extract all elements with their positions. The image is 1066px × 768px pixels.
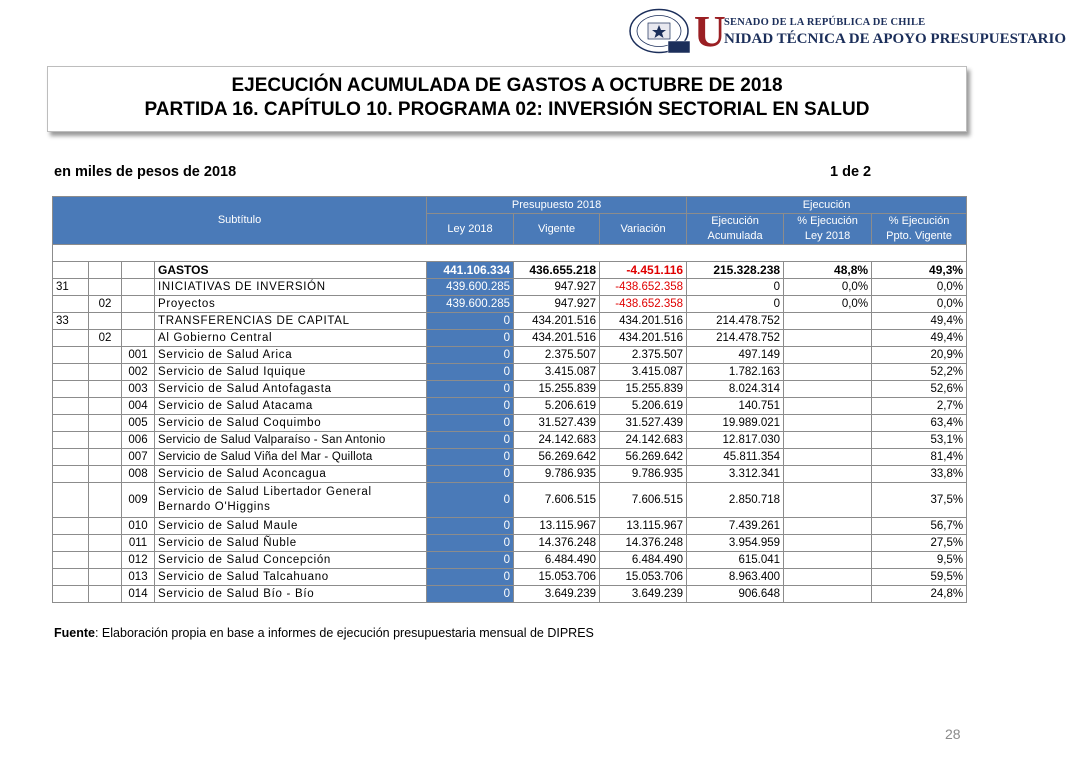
table-row [53,518,967,535]
cell-asignacion: 008 [122,466,155,483]
cell-denominacion: Servicio de Salud Aconcagua [155,466,427,483]
table-row [53,330,967,347]
header-ley: Ley 2018 [427,214,514,245]
cell-asignacion: 007 [122,449,155,466]
cell-variacion: -4.451.116 [600,262,687,279]
cell-variacion: 13.115.967 [600,518,687,535]
cell-pct-ley: 0,0% [784,296,872,313]
cell-vigente: 13.115.967 [514,518,600,535]
table-row [53,398,967,415]
cell-vigente: 15.255.839 [514,381,600,398]
cell-variacion: 24.142.683 [600,432,687,449]
cell-asignacion [122,296,155,313]
cell-denominacion: Servicio de Salud Atacama [155,398,427,415]
table-row [53,483,967,518]
cell-ejecucion: 7.439.261 [687,518,784,535]
cell-pct-vigente: 56,7% [872,518,967,535]
cell-denominacion: GASTOS [155,262,427,279]
cell-variacion: 14.376.248 [600,535,687,552]
cell-pct-vigente: 33,8% [872,466,967,483]
cell-variacion: -438.652.358 [600,279,687,296]
cell-denominacion: Al Gobierno Central [155,330,427,347]
cell-pct-ley [784,449,872,466]
cell-vigente: 24.142.683 [514,432,600,449]
senate-seal-icon [628,8,690,54]
header-ejec-acumulada: Ejecución Acumulada [687,214,784,245]
cell-item [89,586,122,603]
cell-pct-vigente: 49,4% [872,313,967,330]
cell-item [89,279,122,296]
cell-pct-vigente: 20,9% [872,347,967,364]
cell-asignacion: 010 [122,518,155,535]
cell-variacion: 15.053.706 [600,569,687,586]
cell-subtitulo [53,466,89,483]
cell-ejecucion: 906.648 [687,586,784,603]
table-row [53,296,967,313]
cell-pct-ley [784,518,872,535]
cell-ley: 0 [427,398,514,415]
table-row [53,552,967,569]
cell-denominacion: Servicio de Salud Talcahuano [155,569,427,586]
cell-pct-ley [784,398,872,415]
cell-pct-vigente: 0,0% [872,296,967,313]
cell-item [89,535,122,552]
cell-item [89,381,122,398]
units-label: en miles de pesos de 2018 [54,164,237,180]
header-variacion: Variación [600,214,687,245]
table-row [53,535,967,552]
cell-vigente: 436.655.218 [514,262,600,279]
header-subtitulo: Subtítulo [53,197,427,245]
cell-pct-ley [784,330,872,347]
cell-asignacion: 011 [122,535,155,552]
cell-vigente: 7.606.515 [514,483,600,518]
cell-asignacion: 013 [122,569,155,586]
cell-subtitulo [53,296,89,313]
cell-ley: 0 [427,364,514,381]
cell-subtitulo [53,569,89,586]
cell-vigente: 5.206.619 [514,398,600,415]
cell-denominacion: Servicio de Salud Iquique [155,364,427,381]
cell-pct-ley [784,586,872,603]
cell-asignacion: 012 [122,552,155,569]
table-row [53,262,967,279]
cell-denominacion: Servicio de Salud Libertador General Bernardo O'Higgins [155,483,427,518]
cell-vigente: 56.269.642 [514,449,600,466]
cell-vigente: 434.201.516 [514,313,600,330]
cell-ley: 0 [427,330,514,347]
cell-asignacion: 009 [122,483,155,518]
cell-subtitulo [53,432,89,449]
header-pct-vigente: % Ejecución Ppto. Vigente [872,214,967,245]
cell-denominacion: Servicio de Salud Arica [155,347,427,364]
cell-asignacion [122,313,155,330]
cell-pct-vigente: 0,0% [872,279,967,296]
cell-item [89,518,122,535]
table-row [53,586,967,603]
table-row [53,279,967,296]
cell-variacion: -438.652.358 [600,296,687,313]
cell-ley: 0 [427,347,514,364]
cell-denominacion: TRANSFERENCIAS DE CAPITAL [155,313,427,330]
cell-variacion: 2.375.507 [600,347,687,364]
cell-ejecucion: 19.989.021 [687,415,784,432]
cell-pct-vigente: 81,4% [872,449,967,466]
page-count: 1 de 2 [830,164,872,180]
cell-ley: 0 [427,569,514,586]
cell-asignacion: 003 [122,381,155,398]
cell-variacion: 3.649.239 [600,586,687,603]
table-row [53,364,967,381]
cell-denominacion: Servicio de Salud Maule [155,518,427,535]
cell-ley: 0 [427,518,514,535]
cell-pct-vigente: 27,5% [872,535,967,552]
cell-subtitulo [53,364,89,381]
cell-asignacion [122,262,155,279]
cell-item [89,398,122,415]
cell-pct-ley [784,347,872,364]
title-box [47,66,967,132]
header-pct-ley: % Ejecución Ley 2018 [784,214,872,245]
cell-item [89,364,122,381]
cell-denominacion: Servicio de Salud Viña del Mar - Quillota [155,449,427,466]
cell-denominacion: INICIATIVAS DE INVERSIÓN [155,279,427,296]
cell-ejecucion: 215.328.238 [687,262,784,279]
cell-subtitulo [53,483,89,518]
cell-variacion: 3.415.087 [600,364,687,381]
cell-vigente: 6.484.490 [514,552,600,569]
cell-ejecucion: 1.782.163 [687,364,784,381]
cell-vigente: 31.527.439 [514,415,600,432]
cell-variacion: 6.484.490 [600,552,687,569]
cell-ejecucion: 45.811.354 [687,449,784,466]
header-presupuesto: Presupuesto 2018 [427,197,687,214]
cell-pct-vigente: 59,5% [872,569,967,586]
cell-ejecucion: 2.850.718 [687,483,784,518]
cell-variacion: 9.786.935 [600,466,687,483]
table-row [53,432,967,449]
cell-variacion: 56.269.642 [600,449,687,466]
cell-pct-ley [784,535,872,552]
cell-pct-ley [784,381,872,398]
cell-pct-vigente: 49,3% [872,262,967,279]
cell-ley: 0 [427,381,514,398]
logo-org-line2: NIDAD TÉCNICA DE APOYO PRESUPUESTARIO [724,31,1066,47]
cell-variacion: 31.527.439 [600,415,687,432]
source-note: Fuente: Elaboración propia en base a informes de ejecución presupuestaria mensual de DIPRES [54,626,594,640]
cell-ley: 439.600.285 [427,279,514,296]
page-subtitle: PARTIDA 16. CAPÍTULO 10. PROGRAMA 02: INVERSIÓN SECTORIAL EN SALUD [144,99,870,120]
cell-ley: 0 [427,432,514,449]
cell-pct-vigente: 52,2% [872,364,967,381]
cell-pct-ley [784,364,872,381]
cell-pct-ley [784,313,872,330]
cell-pct-vigente: 9,5% [872,552,967,569]
cell-ejecucion: 12.817.030 [687,432,784,449]
cell-ejecucion: 3.954.959 [687,535,784,552]
cell-pct-ley [784,569,872,586]
cell-item [89,569,122,586]
cell-item [89,347,122,364]
table-row [53,569,967,586]
cell-variacion: 434.201.516 [600,313,687,330]
cell-pct-vigente: 52,6% [872,381,967,398]
cell-denominacion: Servicio de Salud Concepción [155,552,427,569]
cell-pct-ley [784,415,872,432]
cell-subtitulo: 31 [53,279,89,296]
budget-table [52,196,967,603]
cell-asignacion [122,330,155,347]
cell-ley: 0 [427,466,514,483]
cell-item [89,449,122,466]
logo-org-line1: SENADO DE LA REPÚBLICA DE CHILE [724,17,926,28]
cell-vigente: 14.376.248 [514,535,600,552]
cell-ejecucion: 497.149 [687,347,784,364]
table-row [53,313,967,330]
cell-vigente: 3.649.239 [514,586,600,603]
table-row [53,415,967,432]
cell-subtitulo [53,330,89,347]
cell-item [89,432,122,449]
cell-denominacion: Proyectos [155,296,427,313]
cell-ejecucion: 615.041 [687,552,784,569]
cell-ley: 439.600.285 [427,296,514,313]
cell-denominacion: Servicio de Salud Valparaíso - San Antonio [155,432,427,449]
cell-vigente: 947.927 [514,296,600,313]
cell-ley: 0 [427,552,514,569]
cell-asignacion: 014 [122,586,155,603]
cell-asignacion: 004 [122,398,155,415]
cell-pct-vigente: 2,7% [872,398,967,415]
cell-pct-vigente: 53,1% [872,432,967,449]
cell-pct-ley [784,483,872,518]
cell-item [89,552,122,569]
cell-pct-vigente: 63,4% [872,415,967,432]
cell-asignacion: 002 [122,364,155,381]
cell-ejecucion: 0 [687,296,784,313]
cell-pct-vigente: 49,4% [872,330,967,347]
table-row [53,381,967,398]
cell-pct-vigente: 24,8% [872,586,967,603]
cell-subtitulo [53,586,89,603]
cell-subtitulo [53,347,89,364]
cell-subtitulo [53,398,89,415]
cell-item [89,262,122,279]
cell-item [89,313,122,330]
cell-ley: 441.106.334 [427,262,514,279]
cell-pct-ley [784,432,872,449]
senate-logo [628,7,1066,56]
cell-ley: 0 [427,586,514,603]
cell-pct-ley [784,466,872,483]
cell-vigente: 434.201.516 [514,330,600,347]
cell-subtitulo: 33 [53,313,89,330]
cell-item [89,483,122,518]
cell-vigente: 2.375.507 [514,347,600,364]
table-row [53,347,967,364]
cell-subtitulo [53,518,89,535]
cell-subtitulo [53,449,89,466]
cell-pct-ley: 48,8% [784,262,872,279]
page-title: EJECUCIÓN ACUMULADA DE GASTOS A OCTUBRE DE 2018 [231,75,783,96]
cell-ejecucion: 0 [687,279,784,296]
cell-ejecucion: 214.478.752 [687,313,784,330]
cell-ejecucion: 8.963.400 [687,569,784,586]
table-row [53,449,967,466]
cell-item [89,415,122,432]
cell-denominacion: Servicio de Salud Ñuble [155,535,427,552]
cell-variacion: 5.206.619 [600,398,687,415]
cell-ley: 0 [427,415,514,432]
slide-number: 28 [945,726,961,742]
cell-subtitulo [53,535,89,552]
cell-item: 02 [89,330,122,347]
cell-pct-vigente: 37,5% [872,483,967,518]
cell-denominacion: Servicio de Salud Antofagasta [155,381,427,398]
cell-ejecucion: 3.312.341 [687,466,784,483]
header-ejecucion: Ejecución [687,197,967,214]
cell-item [89,466,122,483]
cell-ley: 0 [427,535,514,552]
cell-pct-ley [784,552,872,569]
cell-asignacion: 006 [122,432,155,449]
cell-vigente: 947.927 [514,279,600,296]
cell-vigente: 3.415.087 [514,364,600,381]
cell-ejecucion: 8.024.314 [687,381,784,398]
cell-denominacion: Servicio de Salud Coquimbo [155,415,427,432]
logo-letter: U [694,7,726,56]
cell-ley: 0 [427,483,514,518]
cell-subtitulo [53,262,89,279]
table-row [53,466,967,483]
cell-asignacion: 005 [122,415,155,432]
cell-variacion: 7.606.515 [600,483,687,518]
cell-subtitulo [53,552,89,569]
cell-variacion: 15.255.839 [600,381,687,398]
cell-subtitulo [53,415,89,432]
cell-vigente: 9.786.935 [514,466,600,483]
cell-ley: 0 [427,313,514,330]
cell-variacion: 434.201.516 [600,330,687,347]
cell-vigente: 15.053.706 [514,569,600,586]
cell-asignacion [122,279,155,296]
cell-ejecucion: 140.751 [687,398,784,415]
cell-subtitulo [53,381,89,398]
cell-denominacion: Servicio de Salud Bío - Bío [155,586,427,603]
cell-asignacion: 001 [122,347,155,364]
cell-ejecucion: 214.478.752 [687,330,784,347]
cell-item: 02 [89,296,122,313]
header-vigente: Vigente [514,214,600,245]
cell-pct-ley: 0,0% [784,279,872,296]
cell-ley: 0 [427,449,514,466]
